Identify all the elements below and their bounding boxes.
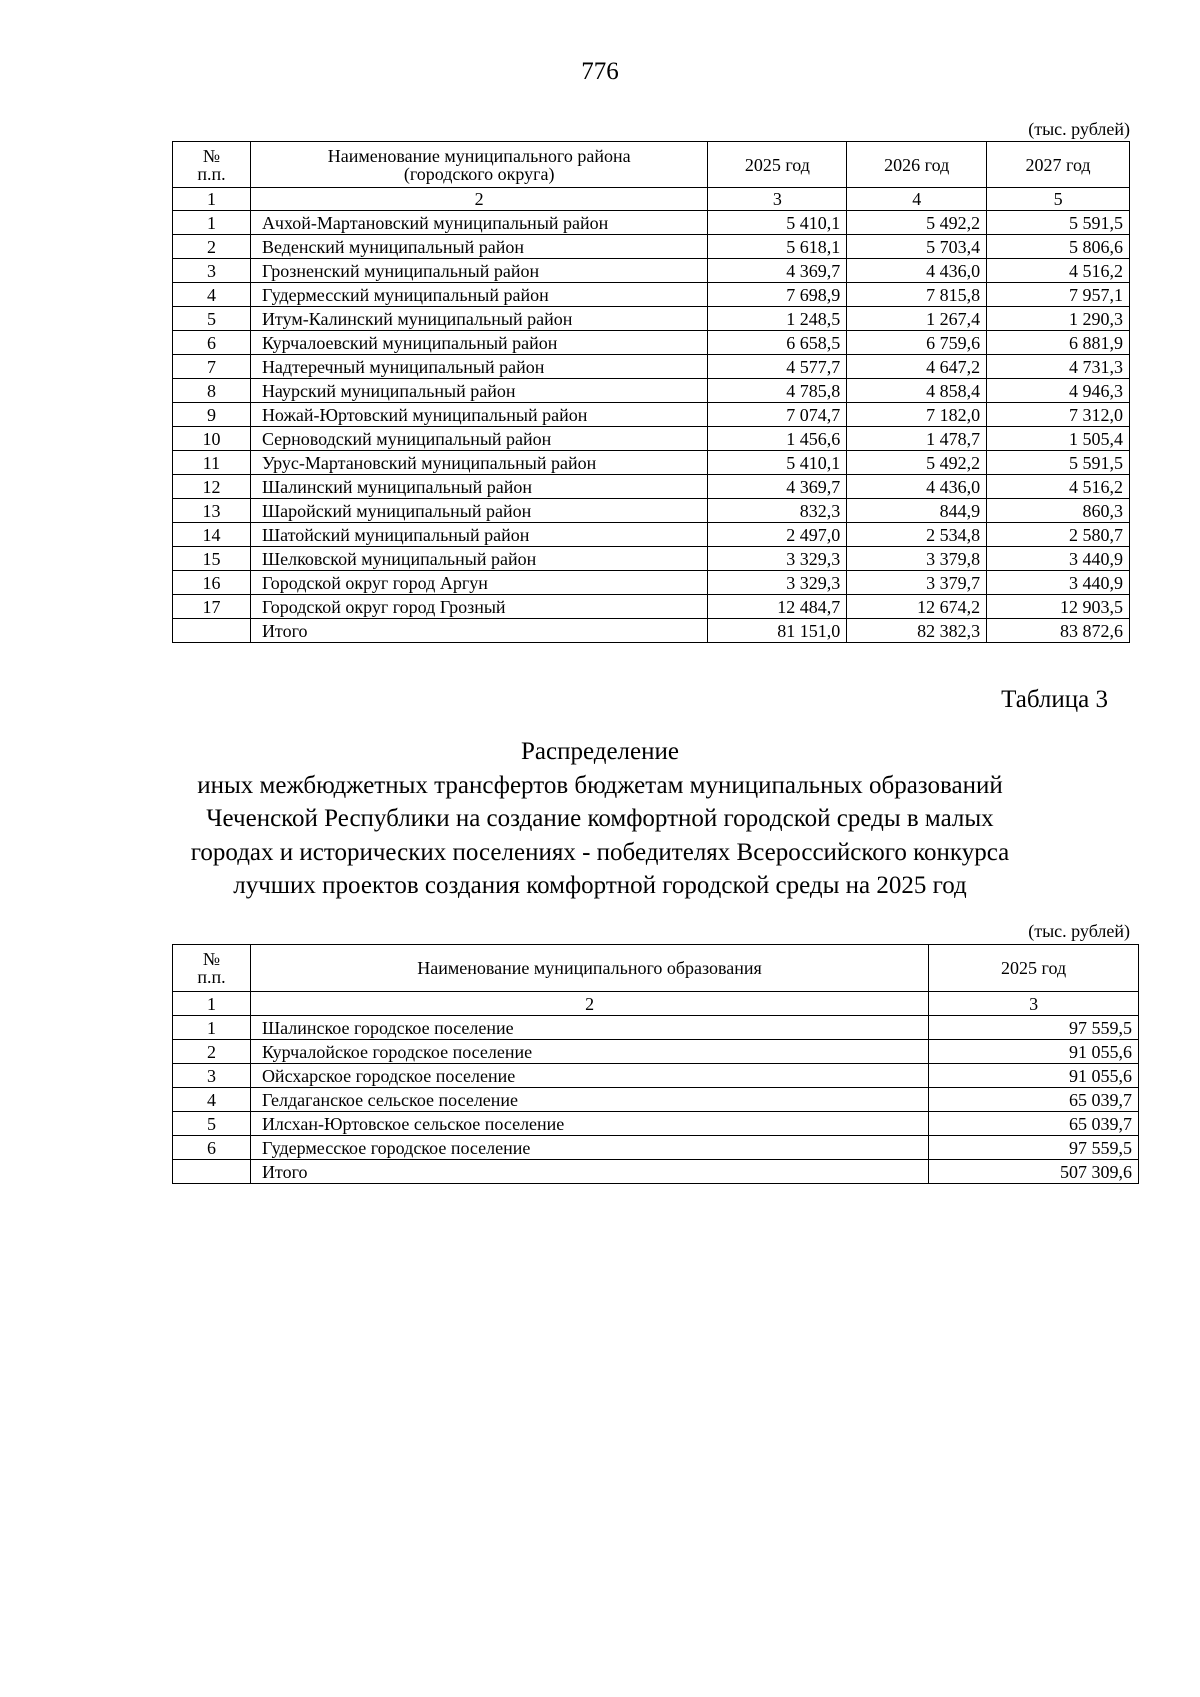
district-name: Веденский муниципальный район: [250, 235, 707, 259]
row-number: 6: [173, 1136, 251, 1160]
value-2026: 3 379,7: [847, 571, 987, 595]
municipality-name: Ойсхарское городское поселение: [250, 1064, 928, 1088]
district-name: Наурский муниципальный район: [250, 379, 707, 403]
col-number: 1: [173, 188, 251, 211]
row-number: 2: [173, 235, 251, 259]
total-row: [173, 619, 1130, 643]
header-2027: 2027 год: [987, 142, 1130, 188]
row-number: 9: [173, 403, 251, 427]
table2-units: (тыс. рублей): [1028, 921, 1130, 941]
municipality-name: Гелдаганское сельское поселение: [250, 1088, 928, 1112]
table-row: [173, 331, 1130, 355]
value-2026: 5 703,4: [847, 235, 987, 259]
title-line: Чеченской Республики на создание комфортной городской среды в малых: [206, 805, 994, 832]
row-number: 16: [173, 571, 251, 595]
municipality-name: Илсхан-Юртовское сельское поселение: [250, 1112, 928, 1136]
title-line: Распределение: [521, 738, 679, 765]
title-line: иных межбюджетных трансфертов бюджетам муниципальных образований: [197, 771, 1003, 799]
table1-body: [173, 211, 1130, 619]
row-number: 5: [173, 1112, 251, 1136]
row-number: 12: [173, 475, 251, 499]
value-2025: 4 577,7: [708, 355, 847, 379]
district-name: Шалинский муниципальный район: [250, 475, 707, 499]
value-2027: 860,3: [987, 499, 1130, 523]
header-district-name: [250, 142, 707, 188]
column-numbers-row: [173, 188, 1130, 211]
value-2025: 5 618,1: [708, 235, 847, 259]
table-row: [173, 211, 1130, 235]
district-name: Городской округ город Аргун: [250, 571, 707, 595]
title-line: лучших проектов создания комфортной городской среды на 2025 год: [233, 872, 967, 899]
header-number-line1: №: [202, 145, 221, 166]
row-number: 2: [173, 1040, 251, 1064]
header-number: [173, 142, 251, 188]
table-row: [173, 499, 1130, 523]
value-2026: 1 267,4: [847, 307, 987, 331]
table-row: [173, 451, 1130, 475]
value-2025: 65 039,7: [929, 1112, 1139, 1136]
col-number: 1: [173, 992, 251, 1016]
value-2027: 5 806,6: [987, 235, 1130, 259]
total-number: [173, 619, 251, 643]
column-numbers-row: [173, 992, 1139, 1016]
district-name: Ачхой-Мартановский муниципальный район: [250, 211, 707, 235]
value-2026: 5 492,2: [847, 451, 987, 475]
header-number-line2: п.п.: [197, 967, 226, 987]
value-2027: 1 290,3: [987, 307, 1130, 331]
value-2025: 3 329,3: [708, 571, 847, 595]
table-row: [173, 523, 1130, 547]
value-2025: 7 074,7: [708, 403, 847, 427]
value-2025: 12 484,7: [708, 595, 847, 619]
district-name: Городской округ город Грозный: [250, 595, 707, 619]
district-name: Надтеречный муниципальный район: [250, 355, 707, 379]
header-2026: 2026 год: [847, 142, 987, 188]
value-2025: 5 410,1: [708, 451, 847, 475]
district-name: Гудермесский муниципальный район: [250, 283, 707, 307]
value-2027: 4 946,3: [987, 379, 1130, 403]
transfers-table-districts: [172, 141, 1130, 643]
value-2025: 6 658,5: [708, 331, 847, 355]
value-2025: 5 410,1: [708, 211, 847, 235]
row-number: 1: [173, 1016, 251, 1040]
municipality-name: Курчалойское городское поселение: [250, 1040, 928, 1064]
row-number: 3: [173, 259, 251, 283]
row-number: 4: [173, 1088, 251, 1112]
table-row: [173, 403, 1130, 427]
row-number: 15: [173, 547, 251, 571]
table-row: [173, 1112, 1139, 1136]
district-name: Шаройский муниципальный район: [250, 499, 707, 523]
value-2025: 65 039,7: [929, 1088, 1139, 1112]
table1-units: (тыс. рублей): [1028, 119, 1130, 139]
table-row: [173, 1136, 1139, 1160]
header-number: [173, 945, 251, 992]
value-2025: 4 369,7: [708, 475, 847, 499]
value-2027: 5 591,5: [987, 211, 1130, 235]
table-row: [173, 1016, 1139, 1040]
value-2025: 97 559,5: [929, 1016, 1139, 1040]
value-2025: 4 785,8: [708, 379, 847, 403]
value-2025: 2 497,0: [708, 523, 847, 547]
value-2025: 91 055,6: [929, 1064, 1139, 1088]
table-row: [173, 571, 1130, 595]
value-2027: 3 440,9: [987, 571, 1130, 595]
value-2026: 4 858,4: [847, 379, 987, 403]
table-row: [173, 547, 1130, 571]
row-number: 3: [173, 1064, 251, 1088]
value-2026: 3 379,8: [847, 547, 987, 571]
value-2027: 7 312,0: [987, 403, 1130, 427]
distribution-title: [0, 735, 1200, 903]
value-2027: 1 505,4: [987, 427, 1130, 451]
total-2025: 507 309,6: [929, 1160, 1139, 1184]
table2-body: [173, 1016, 1139, 1160]
table-label: Таблица 3: [1001, 686, 1108, 713]
district-name: Серноводский муниципальный район: [250, 427, 707, 451]
value-2026: 4 436,0: [847, 475, 987, 499]
header-municipality-name: Наименование муниципального образования: [250, 945, 928, 992]
col-number: 4: [847, 188, 987, 211]
col-number: 3: [929, 992, 1139, 1016]
value-2026: 6 759,6: [847, 331, 987, 355]
value-2027: 2 580,7: [987, 523, 1130, 547]
value-2027: 12 903,5: [987, 595, 1130, 619]
district-name: Урус-Мартановский муниципальный район: [250, 451, 707, 475]
table-header-row: [173, 142, 1130, 188]
table-row: [173, 283, 1130, 307]
value-2026: 4 436,0: [847, 259, 987, 283]
value-2026: 5 492,2: [847, 211, 987, 235]
value-2026: 4 647,2: [847, 355, 987, 379]
value-2027: 7 957,1: [987, 283, 1130, 307]
total-row: [173, 1160, 1139, 1184]
table-row: [173, 595, 1130, 619]
value-2027: 4 516,2: [987, 475, 1130, 499]
value-2025: 91 055,6: [929, 1040, 1139, 1064]
value-2025: 7 698,9: [708, 283, 847, 307]
col-number: 5: [987, 188, 1130, 211]
municipality-name: Гудермесское городское поселение: [250, 1136, 928, 1160]
value-2025: 832,3: [708, 499, 847, 523]
table-row: [173, 259, 1130, 283]
row-number: 6: [173, 331, 251, 355]
district-name: Итум-Калинский муниципальный район: [250, 307, 707, 331]
row-number: 11: [173, 451, 251, 475]
row-number: 5: [173, 307, 251, 331]
district-name: Шатойский муниципальный район: [250, 523, 707, 547]
total-number: [173, 1160, 251, 1184]
table-row: [173, 1040, 1139, 1064]
value-2027: 4 731,3: [987, 355, 1130, 379]
district-name: Шелковской муниципальный район: [250, 547, 707, 571]
table-row: [173, 427, 1130, 451]
transfers-table-settlements: [172, 944, 1139, 1184]
value-2025: 4 369,7: [708, 259, 847, 283]
value-2027: 6 881,9: [987, 331, 1130, 355]
value-2026: 844,9: [847, 499, 987, 523]
table-row: [173, 307, 1130, 331]
value-2026: 7 182,0: [847, 403, 987, 427]
municipality-name: Шалинское городское поселение: [250, 1016, 928, 1040]
total-label: Итого: [250, 619, 707, 643]
total-2026: 82 382,3: [847, 619, 987, 643]
table-row: [173, 379, 1130, 403]
district-name: Ножай-Юртовский муниципальный район: [250, 403, 707, 427]
value-2025: 1 248,5: [708, 307, 847, 331]
total-2025: 81 151,0: [708, 619, 847, 643]
row-number: 14: [173, 523, 251, 547]
value-2026: 7 815,8: [847, 283, 987, 307]
total-label: Итого: [250, 1160, 928, 1184]
header-name-line1: Наименование муниципального района: [327, 145, 631, 166]
col-number: 3: [708, 188, 847, 211]
table-row: [173, 475, 1130, 499]
row-number: 7: [173, 355, 251, 379]
value-2025: 1 456,6: [708, 427, 847, 451]
table-header-row: [173, 945, 1139, 992]
row-number: 17: [173, 595, 251, 619]
value-2026: 12 674,2: [847, 595, 987, 619]
header-number-line2: п.п.: [197, 163, 226, 184]
row-number: 1: [173, 211, 251, 235]
row-number: 8: [173, 379, 251, 403]
table-row: [173, 355, 1130, 379]
district-name: Грозненский муниципальный район: [250, 259, 707, 283]
value-2025: 3 329,3: [708, 547, 847, 571]
district-name: Курчалоевский муниципальный район: [250, 331, 707, 355]
table-row: [173, 235, 1130, 259]
total-2027: 83 872,6: [987, 619, 1130, 643]
row-number: 13: [173, 499, 251, 523]
row-number: 10: [173, 427, 251, 451]
value-2027: 4 516,2: [987, 259, 1130, 283]
value-2027: 3 440,9: [987, 547, 1130, 571]
table-row: [173, 1064, 1139, 1088]
table-row: [173, 1088, 1139, 1112]
header-number-line1: №: [202, 949, 221, 969]
col-number: 2: [250, 188, 707, 211]
value-2026: 1 478,7: [847, 427, 987, 451]
header-2025: 2025 год: [708, 142, 847, 188]
row-number: 4: [173, 283, 251, 307]
value-2026: 2 534,8: [847, 523, 987, 547]
header-name-line2: (городского округа): [403, 163, 555, 184]
title-line: городах и исторических поселениях - победителях Всероссийского конкурса: [190, 838, 1010, 866]
page-number: 776: [581, 58, 619, 85]
value-2027: 5 591,5: [987, 451, 1130, 475]
value-2025: 97 559,5: [929, 1136, 1139, 1160]
header-2025: 2025 год: [929, 945, 1139, 992]
col-number: 2: [250, 992, 928, 1016]
